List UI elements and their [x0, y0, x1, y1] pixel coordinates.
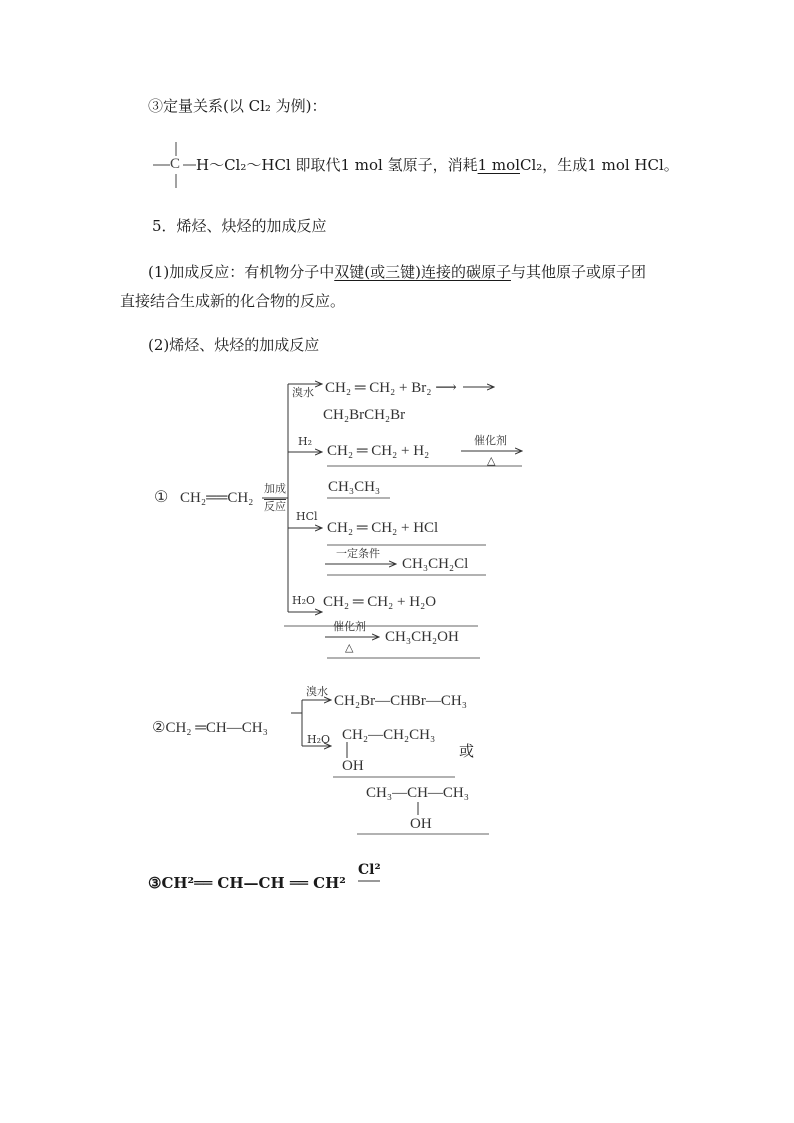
quant-relation-tail: Cl₂，生成1 mol HCl。 — [520, 156, 679, 174]
reagent-h2o-2: H₂O — [307, 733, 331, 746]
product-2-propanol-oh: OH — [410, 816, 432, 832]
consume-amount: 1 mol — [477, 156, 520, 174]
definition-label: (1)加成反应：有机物分子中 — [148, 263, 335, 281]
product-2-propanol: CH₃—CH—CH₃ — [366, 785, 469, 801]
reagent-bromine-water: 溴水 — [292, 386, 314, 399]
reagent-cl2: Cl² — [358, 862, 381, 878]
sub-heading-2: (2)烯烃、炔烃的加成反应 — [148, 336, 320, 354]
product-ch3ch2oh: CH₃CH₂OH — [385, 629, 459, 645]
product-dibromopropane: CH₂Br—CHBr—CH₃ — [334, 693, 467, 709]
reagent-hcl: HCl — [296, 510, 318, 523]
cond-heat-2: △ — [345, 641, 354, 654]
product-ch3ch3: CH₃CH₃ — [328, 479, 381, 495]
cond-heat-1: △ — [487, 454, 496, 467]
definition-line-2: 直接结合生成新的化合物的反应。 — [120, 292, 346, 310]
product-ch2brch2br: CH₂BrCH₂Br — [323, 407, 406, 423]
quant-relation-line — [196, 155, 679, 175]
butadiene-formula: ③CH²══ CH—CH ══ CH² — [148, 874, 346, 892]
eq-ethylene-h2o: CH₂ ═ CH₂ + H₂O — [323, 594, 437, 610]
eq-ethylene-hcl: CH₂ ═ CH₂ + HCl — [327, 520, 439, 536]
cond-certain-conditions: 一定条件 — [336, 547, 380, 560]
reagent-bromine-water-2: 溴水 — [306, 685, 328, 698]
ethylene-marker: ① — [154, 489, 169, 506]
cond-catalyst-2: 催化剂 — [333, 620, 366, 633]
section-3-title: ③定量关系(以 Cl₂ 为例)： — [148, 97, 327, 115]
reagent-h2: H₂ — [298, 435, 313, 448]
product-1-propanol: CH₂—CH₂CH₃ — [342, 727, 436, 743]
addition-label-bottom: 反应 — [264, 500, 286, 513]
eq-ethylene-br2: CH₂ ═ CH₂ + Br₂ ⟶ — [325, 380, 457, 396]
quant-relation-text: H～Cl₂～HCl 即取代1 mol 氢原子，消耗 — [196, 156, 478, 174]
cond-catalyst-1: 催化剂 — [474, 434, 507, 447]
carbon-atom: C — [170, 156, 181, 172]
or-word: 或 — [459, 742, 475, 760]
definition-line-1 — [148, 262, 646, 282]
section-5-heading: 5．烯烃、炔烃的加成反应 — [152, 217, 327, 235]
addition-label-top: 加成 — [264, 482, 286, 495]
product-1-propanol-oh: OH — [342, 758, 364, 774]
ethylene-reactant: CH₂══CH₂ — [180, 490, 254, 506]
propene-reactant: ②CH₂ ═CH—CH₃ — [152, 720, 268, 736]
eq-ethylene-h2: CH₂ ═ CH₂ + H₂ — [327, 443, 430, 459]
product-ch3ch2cl: CH₃CH₂Cl — [402, 556, 469, 572]
definition-underlined: 双键(或三键)连接的碳原子 — [334, 263, 511, 281]
reagent-h2o: H₂O — [292, 594, 316, 607]
definition-rest: 与其他原子或原子团 — [510, 263, 646, 281]
